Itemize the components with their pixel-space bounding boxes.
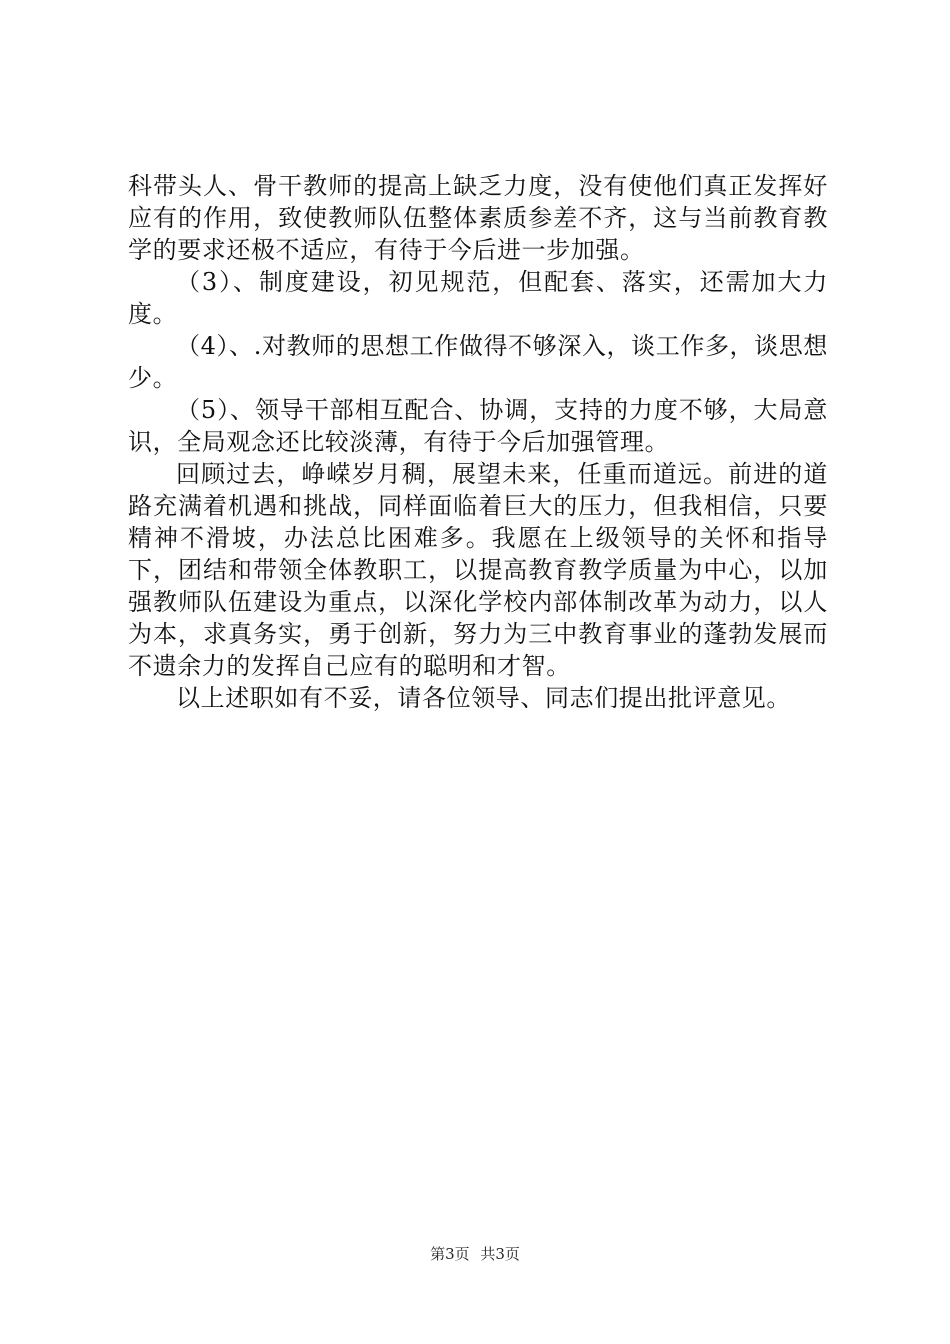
page-footer bbox=[0, 1243, 950, 1264]
paragraph-closing: 以上述职如有不妥，请各位领导、同志们提出批评意见。 bbox=[176, 684, 791, 712]
paragraph-issue-4: （4）、.对教师的思想工作做得不够深入，谈工作多，谈思想少。 bbox=[128, 332, 828, 392]
paragraph-outlook: 回顾过去，峥嵘岁月稠，展望未来，任重而道远。前进的道路充满着机遇和挑战，同样面临着巨大的压力，但我相信，只要精神不滑坡，办法总比困难多。我愿在上级领导的关怀和指导下，团结和带领全体教职工，以提高教育教学质量为中心，以加强教师队伍建设为重点，以深化学校内部体制改革为动力，以人为本，求真务实，勇于创新，努力为三中教育事业的蓬勃发展而不遗余力的发挥自己应有的聪明和才智。 bbox=[128, 460, 828, 680]
page-total: 共3页 bbox=[480, 1245, 520, 1263]
paragraph-issue-3: （3）、制度建设，初见规范，但配套、落实，还需加大力度。 bbox=[128, 268, 828, 328]
page-number: 第3页 bbox=[430, 1245, 470, 1263]
paragraph-continued: 科带头人、骨干教师的提高上缺乏力度，没有使他们真正发挥好应有的作用，致使教师队伍整体素质参差不齐，这与当前教育教学的要求还极不适应，有待于今后进一步加强。 bbox=[128, 172, 828, 264]
paragraph-issue-5: （5）、领导干部相互配合、协调，支持的力度不够，大局意识，全局观念还比较淡薄，有待于今后加强管理。 bbox=[128, 396, 828, 456]
document-body bbox=[128, 170, 828, 714]
